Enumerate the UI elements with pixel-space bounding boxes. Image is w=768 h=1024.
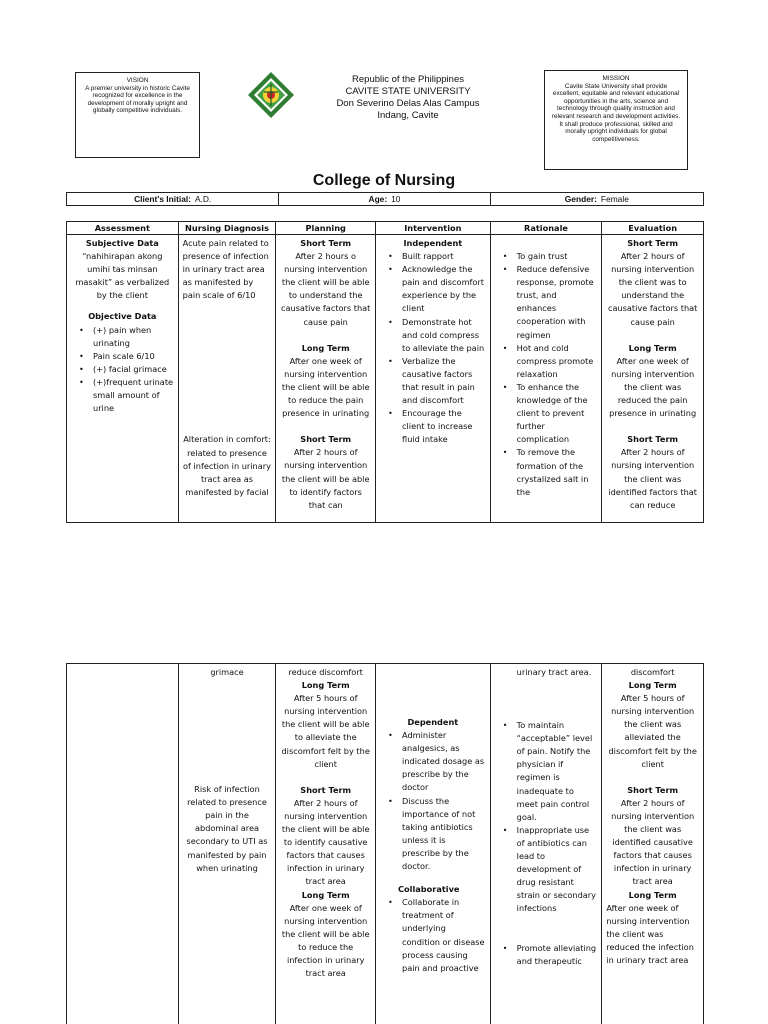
rationale-column-cont bbox=[491, 664, 603, 1024]
intervention-column-cont bbox=[376, 664, 491, 1024]
planning-short-term-text-3: After 2 hours of nursing intervention the client will be able to identify causative factors that causes infection in urinary tract area bbox=[281, 797, 370, 887]
evaluation-long-term-heading: Long Term bbox=[628, 342, 677, 353]
rationale-list bbox=[495, 250, 598, 499]
campus-location: Indang, Cavite bbox=[377, 110, 439, 121]
column-header-diagnosis: Nursing Diagnosis bbox=[179, 222, 276, 235]
list-item: • Administer analgesics, as indicated dosage as prescribe by the doctor bbox=[380, 729, 486, 794]
column-header-assessment: Assessment bbox=[67, 222, 178, 235]
evaluation-long-term-heading-2: Long Term bbox=[628, 680, 677, 691]
list-item: • To enhance the knowledge of the client to prevent further complication bbox=[495, 381, 598, 446]
mission-title: MISSION bbox=[602, 75, 630, 82]
list-item: • Reduce defensive response, promote trust, and enhances cooperation with regimen bbox=[495, 263, 598, 342]
list-item: • Hot and cold compress promote relaxation bbox=[495, 342, 598, 381]
objective-heading: Objective Data bbox=[88, 311, 157, 322]
diagnosis-2: Alteration in comfort: related to presence of infection in urinary tract area as manifested by facial bbox=[183, 434, 271, 497]
evaluation-short-term-text: After 2 hours of nursing intervention the client was to understand the causative factors that cause pain bbox=[607, 251, 698, 327]
planning-long-term-heading-2: Long Term bbox=[301, 680, 350, 691]
campus-name: Don Severino Delas Alas Campus bbox=[336, 98, 480, 109]
list-item: • Built rapport bbox=[380, 250, 486, 263]
planning-long-term-text-2: After 5 hours of nursing intervention the client will be able to alleviate the discomfort felt by the client bbox=[281, 693, 370, 769]
list-item: • Pain scale 6/10 bbox=[71, 350, 174, 363]
column-header-intervention: Intervention bbox=[376, 222, 490, 235]
rationale-column bbox=[491, 222, 603, 522]
objective-list bbox=[71, 324, 174, 416]
care-plan-table-page-1 bbox=[66, 221, 704, 523]
mission-box bbox=[544, 70, 688, 170]
dependent-list bbox=[380, 729, 486, 873]
planning-cont: reduce discomfort bbox=[288, 667, 363, 677]
list-item: • (+) facial grimace bbox=[71, 363, 174, 376]
planning-short-term-heading-2: Short Term bbox=[300, 434, 352, 445]
planning-long-term-text: After one week of nursing intervention the client will be able to reduce the pain presence in urinating bbox=[281, 355, 370, 419]
list-item: • Inappropriate use of antibiotics can lead to development of drug resistant strain or secondary infections bbox=[495, 824, 598, 916]
vision-title: VISION bbox=[126, 77, 149, 84]
column-header-rationale: Rationale bbox=[491, 222, 602, 235]
client-gender-value: Female bbox=[600, 194, 629, 204]
planning-short-term-heading-3: Short Term bbox=[300, 784, 352, 795]
assessment-column bbox=[67, 222, 179, 522]
list-item: • To gain trust bbox=[495, 250, 598, 263]
evaluation-short-term-text-3: After 2 hours of nursing intervention the client was identified causative factors that causes infection in urinary tract area bbox=[611, 797, 695, 887]
planning-column-cont bbox=[276, 664, 376, 1024]
university-address bbox=[318, 74, 498, 122]
rationale-cont: urinary tract area. bbox=[516, 667, 592, 677]
assessment-column-cont bbox=[67, 664, 179, 1024]
subjective-heading: Subjective Data bbox=[85, 238, 159, 248]
diagnosis-column bbox=[179, 222, 277, 522]
client-age-label: Age: bbox=[368, 194, 388, 204]
page-title: College of Nursing bbox=[312, 172, 456, 189]
subjective-quote: “nahihirapan akong umihi tas minsan masakit” as verbalized by the client bbox=[75, 251, 170, 301]
list-item: • To remove the formation of the crystalized salt in the bbox=[495, 446, 598, 498]
client-initial-cell bbox=[67, 193, 279, 205]
collaborative-heading: Collaborative bbox=[398, 884, 460, 895]
client-gender-cell bbox=[491, 193, 703, 205]
client-initial-label: Client's Initial: bbox=[134, 194, 191, 204]
collaborative-list bbox=[380, 896, 486, 975]
university-name: CAVITE STATE UNIVERSITY bbox=[345, 86, 471, 97]
column-header-planning: Planning bbox=[276, 222, 375, 235]
evaluation-short-term-text-2: After 2 hours of nursing intervention the client was identified factors that can reduce bbox=[608, 447, 697, 510]
evaluation-long-term-text-3: After one week of nursing intervention the client was reduced the infection in urinary tract area bbox=[606, 902, 694, 965]
vision-box bbox=[75, 72, 200, 158]
list-item: • Verbalize the causative factors that result in pain and discomfort bbox=[380, 355, 486, 407]
mission-text: Cavite State University shall provide excellent, equitable and relevant educational opportunities in the arts, science and technology through quality instruction and relevant research and development activities. It shall produce professional, skilled and morally upright individuals for global competitiveness. bbox=[551, 82, 681, 143]
column-header-evaluation: Evaluation bbox=[602, 222, 703, 235]
planning-long-term-heading-3: Long Term bbox=[301, 889, 350, 900]
planning-short-term-text-2: After 2 hours of nursing intervention the client will be able to identify factors that can bbox=[281, 447, 370, 510]
diagnosis-1: Acute pain related to presence of infection in urinary tract area as manifested by pain scale of 6/10 bbox=[182, 238, 269, 301]
university-seal-icon bbox=[246, 70, 296, 120]
diagnosis-3: Risk of infection related to presence pain in the abdominal area secondary to UTI as manifested by pain when urinating bbox=[186, 784, 268, 873]
evaluation-long-term-heading-3: Long Term bbox=[628, 889, 677, 900]
rationale-list-2 bbox=[495, 719, 598, 915]
client-info-table bbox=[66, 192, 704, 206]
list-item: • Demonstrate hot and cold compress to alleviate the pain bbox=[380, 316, 486, 355]
client-age-cell bbox=[279, 193, 490, 205]
evaluation-short-term-heading-2: Short Term bbox=[627, 434, 679, 445]
independent-list bbox=[380, 250, 486, 446]
list-item: • (+) pain when urinating bbox=[71, 324, 174, 350]
list-item: • Encourage the client to increase fluid intake bbox=[380, 407, 486, 446]
evaluation-column-cont bbox=[602, 664, 703, 1024]
evaluation-long-term-text-2: After 5 hours of nursing intervention the client was alleviated the discomfort felt by the client bbox=[608, 693, 697, 769]
list-item: • Acknowledge the pain and discomfort experience by the client bbox=[380, 263, 486, 315]
planning-short-term-text: After 2 hours o nursing intervention the client will be able to understand the causative factors that cause pain bbox=[280, 251, 371, 327]
list-item: • Collaborate in treatment of underlying condition or disease process causing pain and proactive bbox=[380, 896, 486, 975]
list-item: • Discuss the importance of not taking antibiotics unless it is prescribe by the doctor. bbox=[380, 795, 486, 874]
client-age-value: 10 bbox=[391, 194, 401, 204]
planning-long-term-text-3: After one week of nursing intervention the client will be able to reduce the infection in urinary tract area bbox=[281, 902, 370, 979]
client-initial-value: A.D. bbox=[194, 194, 212, 204]
evaluation-long-term-text: After one week of nursing intervention the client was reduced the pain presence in urinating bbox=[609, 355, 697, 419]
diagnosis-2-cont: grimace bbox=[210, 667, 244, 677]
evaluation-short-term-heading-3: Short Term bbox=[627, 784, 679, 795]
care-plan-table-page-2 bbox=[66, 663, 704, 1024]
planning-short-term-heading: Short Term bbox=[300, 238, 352, 248]
vision-text: A premier university in historic Cavite recognized for excellence in the development of morally upright and globally competitive individuals. bbox=[85, 84, 190, 115]
independent-heading: Independent bbox=[403, 238, 463, 248]
evaluation-column bbox=[602, 222, 703, 522]
diagnosis-column-cont bbox=[179, 664, 277, 1024]
list-item: • Promote alleviating and therapeutic bbox=[495, 942, 598, 968]
dependent-heading: Dependent bbox=[407, 717, 459, 727]
planning-column bbox=[276, 222, 376, 522]
intervention-column bbox=[376, 222, 491, 522]
rationale-list-3 bbox=[495, 942, 598, 968]
evaluation-short-term-heading: Short Term bbox=[627, 238, 679, 248]
evaluation-cont: discomfort bbox=[630, 667, 675, 677]
client-gender-label: Gender: bbox=[564, 194, 597, 204]
list-item: • To maintain “acceptable” level of pain. Notify the physician if regimen is inadequate to meet pain control goal. bbox=[495, 719, 598, 824]
list-item: • (+)frequent urinate small amount of urine bbox=[71, 376, 174, 415]
republic-line: Republic of the Philippines bbox=[352, 74, 464, 85]
planning-long-term-heading: Long Term bbox=[301, 342, 350, 353]
